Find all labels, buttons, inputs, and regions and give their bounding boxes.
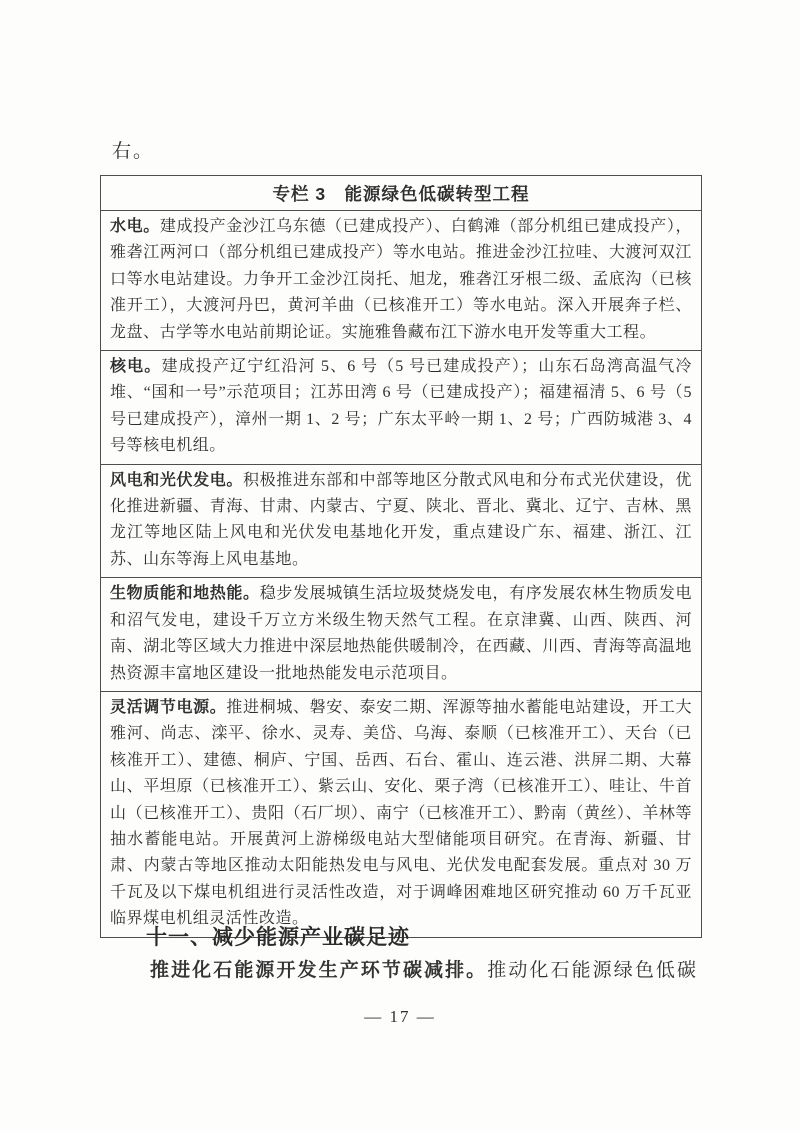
policy-box-table <box>100 175 702 938</box>
table-row-flexible-power <box>101 692 701 937</box>
table-row-wind-solar <box>101 465 701 579</box>
body-paragraph <box>112 956 696 986</box>
table-row-biomass-geothermal <box>101 578 701 692</box>
section-heading: 十一、减少能源产业碳足迹 <box>146 926 410 949</box>
row-text: 稳步发展城镇生活垃圾焚烧发电，有序发展农林生物质发电和沼气发电，建设千万立方米级生物天然气工程。在京津冀、山西、陕西、河南、湖北等区域大力推进中深层地热能供暖制冷，在西藏、川西、青海等高温地热资源丰富地区建设一批地热能发电示范项目。 <box>110 585 692 682</box>
row-label: 风电和光伏发电。 <box>110 471 244 489</box>
row-label: 生物质能和地热能。 <box>110 585 260 603</box>
paragraph-rest: 推动化石能源绿色低碳 <box>487 960 696 981</box>
row-text: 推进桐城、磐安、泰安二期、浑源等抽水蓄能电站建设，开工大雅河、尚志、滦平、徐水、灵寿、美岱、乌海、泰顺（已核准开工）、天台（已核准开工）、建德、桐庐、宁国、岳西、石台、霍山、连云港、洪屏二期、大幕山、平坦原（已核准开工）、紫云山、安化、栗子湾（已核准开工）、哇让、牛首山（已核准开工）、贵阳（石厂坝）、南宁（已核准开工）、黔南（黄丝）、羊林等抽水蓄能电站。开展黄河上游梯级电站大型储能项目研究。在青海、新疆、甘肃、内蒙古等地区推动太阳能热发电与风电、光伏发电配套发展。重点对 30 万千瓦及以下煤电机组进行灵活性改造，对于调峰困难地区研究推动 60 万千瓦亚临界煤电机组灵活性改造。 <box>110 698 692 928</box>
page-number: — 17 — <box>364 1007 436 1026</box>
row-text: 建成投产金沙江乌东德（已建成投产）、白鹤滩（部分机组已建成投产），雅砻江两河口（部分机组已建成投产）等水电站。推进金沙江拉哇、大渡河双江口等水电站建设。力争开工金沙江岗托、旭龙，雅砻江牙根二级、孟底沟（已核准开工），大渡河丹巴，黄河羊曲（已核准开工）等水电站。深入开展奔子栏、龙盘、古学等水电站前期论证。实施雅鲁藏布江下游水电开发等重大工程。 <box>110 218 692 341</box>
carryover-text: 右。 <box>112 141 155 162</box>
row-text: 积极推进东部和中部等地区分散式风电和分布式光伏建设，优化推进新疆、青海、甘肃、内蒙古、宁夏、陕北、晋北、冀北、辽宁、吉林、黑龙江等地区陆上风电和光伏发电基地化开发，重点建设广东、福建、浙江、江苏、山东等海上风电基地。 <box>110 471 692 568</box>
paragraph-lead-sentence: 推进化石能源开发生产环节碳减排。 <box>150 960 488 981</box>
row-label: 灵活调节电源。 <box>110 698 227 716</box>
row-text: 建成投产辽宁红沿河 5、6 号（5 号已建成投产）；山东石岛湾高温气冷堆、“国和一号”示范项目；江苏田湾 6 号（已建成投产）；福建福清 5、6 号（5 号已建成投产），漳州一期 1、2 号；广东太平岭一期 1、2 号；广西防城港 3、4 号等核电机组。 <box>110 358 692 455</box>
table-row-hydropower <box>101 211 701 351</box>
row-label: 水电。 <box>110 218 160 235</box>
row-label: 核电。 <box>110 358 162 376</box>
table-row-nuclear <box>101 351 701 465</box>
box-title: 专栏 3 能源绿色低碳转型工程 <box>101 176 701 211</box>
